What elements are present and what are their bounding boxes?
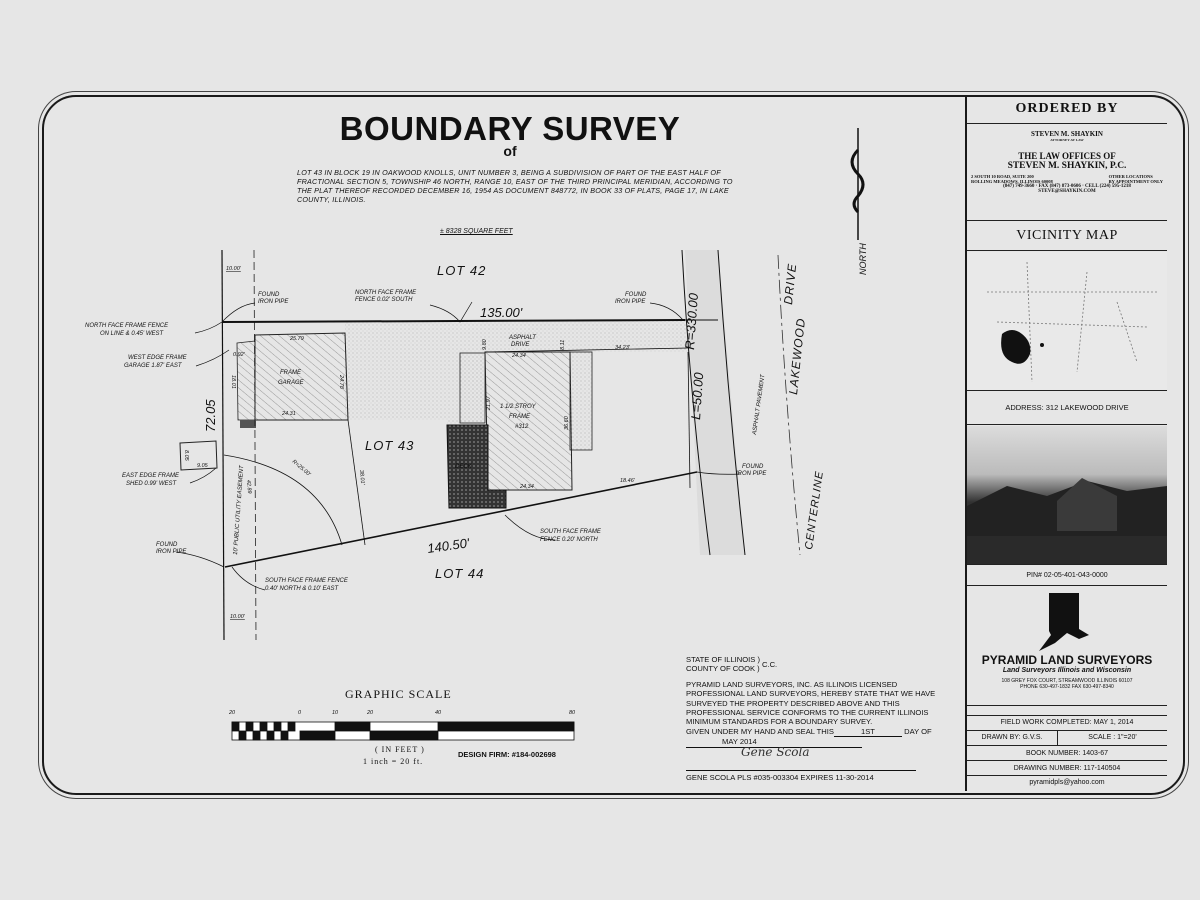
cert-line: MINIMUM STANDARDS FOR A BOUNDARY SURVEY. bbox=[686, 717, 873, 727]
legal-description: LOT 43 IN BLOCK 19 IN OAKWOOD KNOLLS, UNIT NUMBER 3, BEING A SUBDIVISION OF PART OF THE EAST HALF OF FRACTIONAL SECTION 5, TOWNSHIP 46 NORTH, RANGE 10, EAST OF THE THIRD PRINCIPAL MERIDIAN, ACCORDING TO THE PLAT THEREOF RECORDED DECEMBER 16, 1954 AS DOCUMENT 848772, IN BOOK 33 OF PLATS, PAGE 17, IN LAKE COUNTY, ILLINOIS. bbox=[297, 168, 733, 204]
annotation: FOUND bbox=[625, 292, 647, 298]
company-address: 108 GREY FOX COURT, STREAMWOOD ILLINOIS 60107 bbox=[1001, 678, 1133, 684]
graphic-scale-units: ( IN FEET ) bbox=[375, 745, 425, 754]
annotation: 0.40' NORTH & 0.10' EAST bbox=[265, 586, 339, 592]
arc-length-dim: L=50.00 bbox=[688, 371, 707, 421]
cert-line: PYRAMID LAND SURVEYORS, INC. AS ILLINOIS LICENSED bbox=[686, 679, 898, 689]
graphic-scale-title: GRAPHIC SCALE bbox=[345, 687, 452, 701]
drawn-scale-row bbox=[967, 731, 1167, 746]
setback-line bbox=[254, 250, 256, 640]
garage-west-dim: 18.01 bbox=[230, 375, 236, 389]
house-west-dim: 21.97 bbox=[486, 396, 492, 410]
north-label: NORTH bbox=[858, 243, 868, 275]
vicinity-map-heading: VICINITY MAP bbox=[967, 222, 1167, 251]
asphalt-pavement-label: ASPHALT PAVEMENT bbox=[752, 374, 767, 436]
garage-label: GARAGE bbox=[278, 380, 304, 386]
annotation: NORTH FACE FRAME bbox=[355, 290, 417, 296]
house-north-dim: 24.34 bbox=[512, 353, 526, 359]
arc-radius-label: R=25.00' bbox=[290, 458, 312, 478]
cert-cc: C.C. bbox=[761, 659, 778, 669]
vicinity-map bbox=[967, 252, 1167, 391]
north-line-dim: 135.00' bbox=[480, 305, 523, 320]
house-south-dim: 24.34 bbox=[520, 484, 534, 490]
asphalt-drive-label: DRIVE bbox=[511, 342, 530, 348]
vicinity-map-graphic bbox=[967, 252, 1167, 390]
client-name: STEVEN M. SHAYKIN bbox=[1031, 130, 1103, 138]
survey-title: BOUNDARY SURVEY bbox=[339, 110, 681, 147]
drawing-number: DRAWING NUMBER: 117-140504 bbox=[967, 762, 1167, 776]
garage-offset-dim: 0.92' bbox=[233, 352, 245, 358]
lot-43-label: LOT 43 bbox=[365, 438, 415, 453]
street-name: LAKEWOOD bbox=[786, 316, 809, 396]
annotation: SOUTH FACE FRAME FENCE bbox=[265, 578, 348, 584]
asphalt-drive-label: ASPHALT bbox=[509, 335, 536, 341]
lot-area: ± 8328 SQUARE FEET bbox=[440, 228, 513, 235]
client-address: 2 SOUTH 10 ROAD, SUITE 200 bbox=[971, 174, 1034, 179]
deck-label: DECK bbox=[455, 464, 472, 470]
scale-tick: 10 bbox=[332, 710, 339, 716]
south-line-dim: 140.50' bbox=[426, 535, 471, 556]
client-address: ROLLING MEADOWS, ILLINOIS 60008 bbox=[971, 179, 1053, 184]
house-label: 1 1/2 STROY bbox=[500, 404, 536, 410]
client-contact: (847) 749-3660 · FAX (847) 873-0606 · CELL (224) 595-1218 bbox=[1003, 184, 1131, 189]
firm-name-line2: STEVEN M. SHAYKIN, P.C. bbox=[1007, 161, 1127, 171]
cert-county: COUNTY OF COOK ) bbox=[686, 664, 760, 674]
surveyor-signature: Gene Scola bbox=[686, 748, 916, 771]
frame-garage bbox=[255, 333, 348, 420]
shed-height-dim: 8.05 bbox=[183, 450, 189, 461]
house-footprint bbox=[485, 352, 572, 490]
cert-line: PROFESSIONAL LAND SURVEYORS, HEREBY STATE THAT WE HAVE bbox=[686, 689, 936, 699]
garage-south-dim: 24.31 bbox=[282, 411, 296, 417]
field-work-completed: FIELD WORK COMPLETED: MAY 1, 2014 bbox=[967, 715, 1167, 731]
surveyor-certification bbox=[686, 655, 966, 782]
cert-month-year: MAY 2014 bbox=[686, 737, 862, 747]
surveyor-company-block bbox=[967, 587, 1167, 706]
east-offset-south-dim: 18.46' bbox=[620, 478, 635, 484]
graphic-scale-bar bbox=[232, 722, 574, 740]
client-note: BY APPOINTMENT ONLY bbox=[1108, 179, 1163, 184]
annotation: GARAGE 1.87' EAST bbox=[124, 363, 182, 369]
company-tagline: Land Surveyors Illinois and Wisconsin bbox=[1002, 667, 1132, 674]
annotation: FENCE 0.02' SOUTH bbox=[355, 297, 413, 303]
centerline-label: CENTERLINE bbox=[803, 469, 827, 551]
arc-radius-dim: R=330.00 bbox=[682, 292, 701, 351]
property-photo bbox=[967, 426, 1167, 565]
drawing-scale: SCALE : 1"=20' bbox=[1088, 734, 1137, 741]
location-marker bbox=[1040, 343, 1044, 347]
window-well bbox=[240, 420, 256, 428]
client-email: STEVE@SHAYKIN.COM bbox=[1038, 189, 1096, 194]
drawn-by: DRAWN BY: G.V.S. bbox=[967, 731, 1058, 745]
scale-tick: 80 bbox=[569, 710, 576, 716]
company-phone: PHONE 630-497-1832 FAX 630-497-8340 bbox=[1020, 684, 1114, 690]
house-photo-graphic bbox=[967, 426, 1167, 564]
pyramid-logo-icon bbox=[1027, 591, 1107, 653]
survey-subtitle: of bbox=[503, 143, 517, 159]
annotation: FOUND bbox=[258, 292, 280, 298]
house-label: FRAME bbox=[509, 414, 530, 420]
garage-label: FRAME bbox=[280, 370, 301, 376]
surveyor-name-license: GENE SCOLA PLS #035-003304 EXPIRES 11-30-2014 bbox=[686, 772, 874, 782]
annotation: IRON PIPE bbox=[736, 471, 767, 477]
annotation: FENCE 0.20' NORTH bbox=[540, 537, 598, 543]
setback-top-dim: 10.00' bbox=[226, 266, 241, 272]
lot-44-label: LOT 44 bbox=[435, 566, 485, 581]
pin-number: PIN# 02-05-401-043-0000 bbox=[967, 566, 1167, 586]
scale-tick: 20 bbox=[367, 710, 374, 716]
east-offset-north-dim: 34.23' bbox=[615, 345, 630, 351]
scale-tick: 40 bbox=[435, 710, 442, 716]
cert-line: SURVEYED THE PROPERTY DESCRIBED ABOVE AND THIS bbox=[686, 698, 900, 708]
company-name: PYRAMID LAND SURVEYORS bbox=[981, 653, 1153, 667]
annotation: IRON PIPE bbox=[258, 299, 289, 305]
drive-west-dim: 9.80 bbox=[482, 339, 488, 350]
annotation: IRON PIPE bbox=[615, 299, 646, 305]
street-suffix: DRIVE bbox=[781, 262, 800, 306]
cert-day: 1ST bbox=[834, 727, 902, 737]
lake-shape bbox=[1001, 330, 1030, 364]
annotation: IRON PIPE bbox=[156, 549, 187, 555]
company-email: pyramidpls@yahoo.com bbox=[1029, 779, 1105, 786]
annotation: WEST EDGE FRAME bbox=[128, 355, 187, 361]
cert-state: STATE OF ILLINOIS ) bbox=[686, 655, 760, 664]
title-block bbox=[965, 95, 1183, 791]
design-firm-number: DESIGN FIRM: #184-002698 bbox=[458, 750, 556, 759]
cert-day-of: DAY OF bbox=[904, 726, 932, 736]
annotation: FOUND bbox=[156, 542, 178, 548]
garage-east-dim: 24.78 bbox=[338, 375, 344, 389]
property-address: ADDRESS: 312 LAKEWOOD DRIVE bbox=[967, 392, 1167, 425]
west-line-dim: 72.05 bbox=[203, 399, 218, 432]
annotation: ON LINE & 0.45' WEST bbox=[100, 331, 164, 337]
client-note: OTHER LOCATIONS bbox=[1108, 174, 1153, 179]
easement-depth-dim: 42.89 bbox=[245, 479, 253, 494]
cert-given: GIVEN UNDER MY HAND AND SEAL THIS bbox=[686, 726, 834, 736]
graphic-scale-ratio: 1 inch = 20 ft. bbox=[363, 757, 424, 766]
annotation: SHED 0.99' WEST bbox=[126, 481, 177, 487]
north-arrow-icon bbox=[852, 128, 863, 240]
annotation: FOUND bbox=[742, 464, 764, 470]
annotation: NORTH FACE FRAME FENCE bbox=[85, 323, 169, 329]
annotation: SOUTH FACE FRAME bbox=[540, 529, 601, 535]
book-number: BOOK NUMBER: 1403-67 bbox=[967, 747, 1167, 761]
drive-east-dim: 8.11 bbox=[560, 339, 566, 350]
client-title: ATTORNEY AT LAW bbox=[1050, 138, 1084, 142]
setback-bottom-dim: 10.00' bbox=[230, 614, 245, 620]
side-walk bbox=[570, 352, 592, 450]
cert-line: PROFESSIONAL SERVICE CONFORMS TO THE CURRENT ILLINOIS bbox=[686, 708, 929, 718]
lot-mid-dim: 38.01' bbox=[358, 469, 366, 485]
west-lot-line bbox=[222, 250, 224, 640]
shed-width-dim: 9.05 bbox=[197, 463, 208, 469]
firm-name-line1: THE LAW OFFICES OF bbox=[1018, 151, 1116, 161]
scale-tick: 0 bbox=[298, 710, 302, 716]
house-number: #312 bbox=[515, 424, 529, 430]
front-stoop bbox=[460, 353, 485, 423]
ordered-by-heading: ORDERED BY bbox=[967, 95, 1167, 124]
lot-42-label: LOT 42 bbox=[437, 263, 487, 278]
annotation: EAST EDGE FRAME bbox=[122, 473, 180, 479]
garage-north-dim: 25.79 bbox=[290, 336, 304, 342]
scale-tick: 20 bbox=[229, 710, 236, 716]
house-east-dim: 36.60 bbox=[564, 416, 570, 430]
easement-label: 10' PUBLIC UTILITY EASEMENT bbox=[233, 465, 246, 556]
client-info bbox=[967, 125, 1167, 221]
